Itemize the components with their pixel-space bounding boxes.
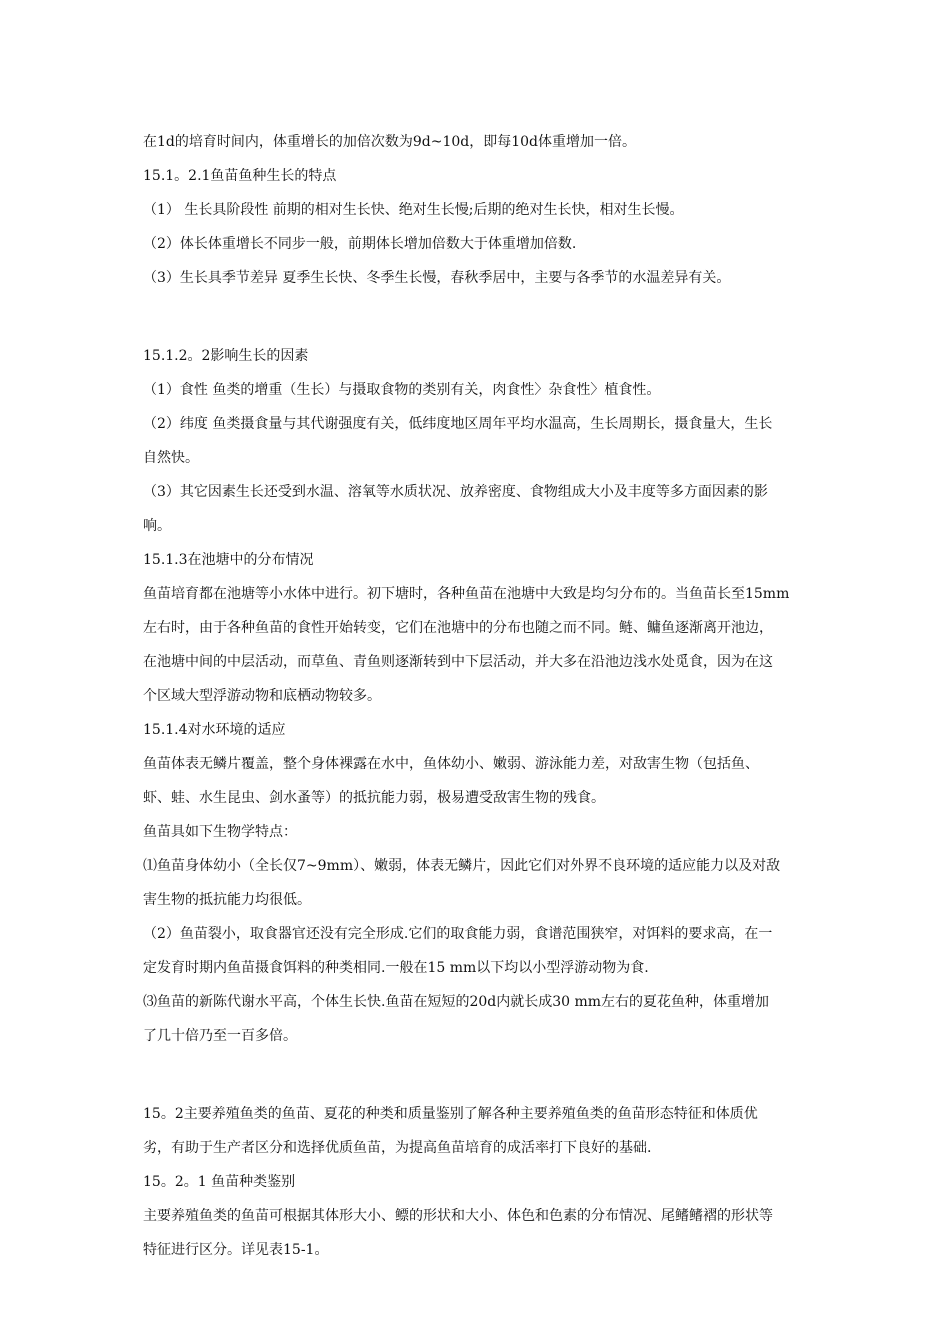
text-line: （3）其它因素生长还受到水温、溶氧等水质状况、放养密度、食物组成大小及丰度等多方面因素的影 [143, 484, 768, 500]
text-line: 主要养殖鱼类的鱼苗可根据其体形大小、鳔的形状和大小、体色和色素的分布情况、尾鳍鳍褶的形状等 [143, 1208, 773, 1224]
text-line: 鱼苗培育都在池塘等小水体中进行。初下塘时，各种鱼苗在池塘中大致是均匀分布的。当鱼苗长至15mm [143, 586, 790, 602]
section-growth-factors [143, 339, 819, 1053]
text-line: 左右时，由于各种鱼苗的食性开始转变，它们在池塘中的分布也随之而不同。鲢、鳙鱼逐渐离开池边， [143, 620, 773, 636]
section-heading: 15。2主要养殖鱼类的鱼苗、夏花的种类和质量鉴别了解各种主要养殖鱼类的鱼苗形态特征和体质优 [143, 1106, 758, 1122]
text-line: 个区域大型浮游动物和底栖动物较多。 [143, 688, 381, 704]
section-heading: 15.1.2。2影响生长的因素 [143, 348, 309, 364]
text-line: 自然快。 [143, 450, 199, 466]
text-line: （3）生长具季节差异 夏季生长快、冬季生长慢，春秋季居中，主要与各季节的水温差异有关。 [143, 270, 731, 286]
section-heading: 15.1.4对水环境的适应 [143, 722, 286, 738]
section-fry-identification [143, 1097, 819, 1267]
text-line: ⑴鱼苗身体幼小（全长仅7~9mm）、嫩弱，体表无鳞片，因此它们对外界不良环境的适应能力以及对敌 [143, 858, 781, 874]
text-line: 害生物的抵抗能力均很低。 [143, 892, 311, 908]
text-line: 劣，有助于生产者区分和选择优质鱼苗，为提高鱼苗培育的成活率打下良好的基础. [143, 1140, 652, 1156]
text-line: （1） 生长具阶段性 前期的相对生长快、绝对生长慢;后期的绝对生长快，相对生长慢。 [143, 202, 684, 218]
text-line: （1）食性 鱼类的增重（生长）与摄取食物的类别有关，肉食性〉杂食性〉植食性。 [143, 382, 661, 398]
text-line: 特征进行区分。详见表15-1。 [143, 1242, 329, 1258]
text-line: 响。 [143, 518, 171, 534]
section-heading: 15。2。1 鱼苗种类鉴别 [143, 1174, 296, 1190]
text-line: （2）鱼苗裂小，取食器官还没有完全形成.它们的取食能力弱，食谱范围狭窄，对饵料的要求高，在一 [143, 926, 773, 942]
document-page [143, 125, 819, 1267]
section-heading: 15.1.3在池塘中的分布情况 [143, 552, 314, 568]
section-growth-characteristics [143, 125, 819, 295]
text-line: ⑶鱼苗的新陈代谢水平高，个体生长快.鱼苗在短短的20d内就长成30 mm左右的夏花鱼种，体重增加 [143, 994, 770, 1010]
text-line: 在池塘中间的中层活动，而草鱼、青鱼则逐渐转到中下层活动，并大多在沿池边浅水处觅食，因为在这 [143, 654, 773, 670]
text-line: 了几十倍乃至一百多倍。 [143, 1028, 297, 1044]
text-line: 定发育时期内鱼苗摄食饵料的种类相同.一般在15 mm以下均以小型浮游动物为食. [143, 960, 649, 976]
text-line: 在1d的培育时间内，体重增长的加倍次数为9d~10d，即每10d体重增加一倍。 [143, 134, 637, 150]
section-heading: 15.1。2.1鱼苗鱼种生长的特点 [143, 168, 337, 184]
text-line: （2）纬度 鱼类摄食量与其代谢强度有关，低纬度地区周年平均水温高，生长周期长，摄食量大，生长 [143, 416, 773, 432]
text-line: 鱼苗体表无鳞片覆盖，整个身体裸露在水中，鱼体幼小、嫩弱、游泳能力差，对敌害生物（包括鱼、 [143, 756, 759, 772]
text-line: 鱼苗具如下生物学特点： [143, 824, 297, 840]
text-line: 虾、蛙、水生昆虫、剑水蚤等）的抵抗能力弱，极易遭受敌害生物的残食。 [143, 790, 605, 806]
text-line: （2）体长体重增长不同步一般，前期体长增加倍数大于体重增加倍数. [143, 236, 577, 252]
